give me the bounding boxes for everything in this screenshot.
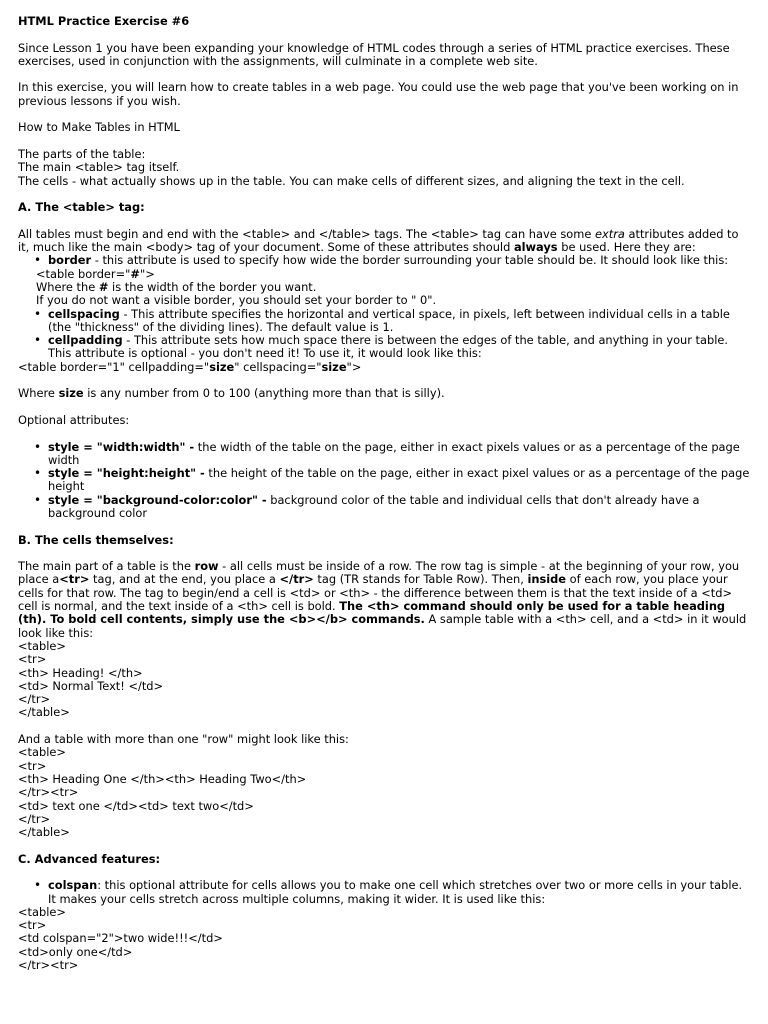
code-line: <tr> <box>18 758 47 773</box>
page-title: HTML Practice Exercise #6 <box>18 14 190 28</box>
code-line: <table> <box>18 745 66 760</box>
section-b-paragraph: The main part of a table is the row - all cells must be inside of a row. The row tag is simple - at the beginning of your row, you place a<tr> tag, and at the end, you place a </tr> tag (TR stands for Table Row). Then, inside of each row, you place your cells for that row. The tag to begin/end a cell is <td> or <th> - the difference between them is that the text inside of a <td> cell is normal, and the text inside of a <th> cell is bold. The <th> command should only be used for a table heading (th). To bold cell contents, simply use the <b></b> commands. A sample table with a <th> cell, and a <td> in it would look like this: <box>18 559 747 640</box>
attribute-list-2 <box>18 308 750 361</box>
list-item-style-width: • style = "width:width" - the width of the table on the page, either in exact pixels values or as a percentage of the page width <box>48 441 750 468</box>
code-line: </tr> <box>18 692 51 707</box>
code-line: <tr> <box>18 652 47 667</box>
list-item-style-bg: • style = "background-color:color" - background color of the table and individual cells that don't already have a background color <box>48 494 750 521</box>
size-note: Where size is any number from 0 to 100 (anything more than that is silly). <box>18 386 445 401</box>
code-line: <tr> <box>18 918 47 933</box>
code-line: </tr><tr> <box>18 785 79 800</box>
attribute-list <box>18 254 750 267</box>
code-line: <th> Heading One </th><th> Heading Two</th> <box>18 771 307 786</box>
parts-line-1: The parts of the table: <box>18 146 146 161</box>
code-line: </tr><tr> <box>18 958 79 973</box>
border-novisible: If you do not want a visible border, you should set your border to " 0". <box>36 293 437 308</box>
list-item-style-height: • style = "height:height" - the height of the table on the page, either in exact pixel values or as a percentage of the page height <box>48 467 750 494</box>
howto-heading: How to Make Tables in HTML <box>18 120 180 135</box>
multi-row-intro: And a table with more than one "row" might look like this: <box>18 732 349 747</box>
section-c-heading: C. Advanced features: <box>18 851 161 866</box>
code-line: </table> <box>18 705 70 720</box>
optional-attribute-list <box>18 441 750 521</box>
cellpadding-code: <table border="1" cellpadding="size" cellspacing="size"> <box>18 359 362 374</box>
code-sample-1 <box>18 640 750 720</box>
intro-paragraph-1: Since Lesson 1 you have been expanding your knowledge of HTML codes through a series of HTML practice exercises. These exercises, used in conjunction with the assignments, will culminate in a complete web site. <box>18 40 730 68</box>
list-item-border: • border - this attribute is used to specify how wide the border surrounding your table should be. It should look like this: <box>48 254 750 267</box>
parts-line-3: The cells - what actually shows up in the table. You can make cells of different sizes, and aligning the text in the cell. <box>18 173 685 188</box>
code-line: <th> Heading! </th> <box>18 665 143 680</box>
list-item-cellspacing: • cellspacing - This attribute specifies the horizontal and vertical space, in pixels, left between individual cells in a table (the "thickness" of the dividing lines). The default value is 1. <box>48 308 750 335</box>
code-line: <td colspan="2">two wide!!!</td> <box>18 931 223 946</box>
code-line: <table> <box>18 638 66 653</box>
code-line: <td> Normal Text! </td> <box>18 678 164 693</box>
border-code: <table border="#"> <box>36 266 155 281</box>
advanced-feature-list <box>18 879 750 906</box>
section-a-paragraph: All tables must begin and end with the <table> and </table> tags. The <table> tag can have some extra attributes added to it, much like the main <body> tag of your document. Some of these attributes should always be used. Here they are: <box>18 226 739 255</box>
border-where: Where the # is the width of the border you want. <box>36 279 317 294</box>
list-item-cellpadding: • cellpadding - This attribute sets how much space there is between the edges of the table, and anything in your table. This attribute is optional - you don't need it! To use it, it would look like this: <box>48 334 750 361</box>
parts-line-2: The main <table> tag itself. <box>18 160 180 175</box>
section-b-heading: B. The cells themselves: <box>18 532 174 547</box>
code-sample-3 <box>18 906 750 972</box>
optional-heading: Optional attributes: <box>18 412 130 427</box>
code-line: <td> text one </td><td> text two</td> <box>18 798 254 813</box>
code-sample-2 <box>18 746 750 839</box>
list-item-colspan: • colspan: this optional attribute for cells allows you to make one cell which stretches over two or more cells in your table. It makes your cells stretch across multiple columns, making it wider. It is used like this: <box>48 879 750 906</box>
code-line: <table> <box>18 904 66 919</box>
code-line: </table> <box>18 825 70 840</box>
code-line: <td>only one</td> <box>18 944 133 959</box>
intro-paragraph-2: In this exercise, you will learn how to create tables in a web page. You could use the web page that you've been working on in previous lessons if you wish. <box>18 80 739 108</box>
section-a-heading: A. The <table> tag: <box>18 200 145 215</box>
code-line: </tr> <box>18 811 51 826</box>
